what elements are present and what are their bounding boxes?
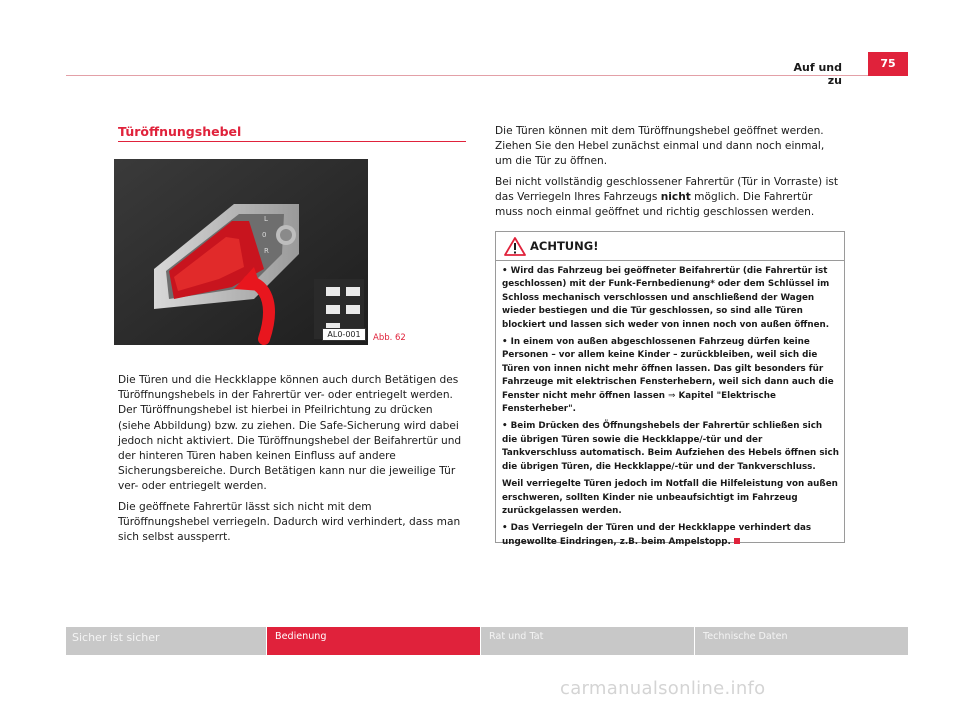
warning-item-4: Weil verriegelte Türen jedoch im Notfall die Hilfeleistung von außen erschweren, sollten Kinder nie unbeaufsichtigt im Fahrzeug zurückgelassen werden. xyxy=(502,479,838,516)
warning-body xyxy=(496,261,844,549)
tab-sicher-ist-sicher[interactable]: Sicher ist sicher xyxy=(66,627,266,655)
svg-text:L: L xyxy=(264,215,268,223)
section-title: Türöffnungshebel xyxy=(118,124,242,139)
warning-triangle-icon xyxy=(504,237,526,256)
tab-technische-daten[interactable]: Technische Daten xyxy=(695,627,908,655)
door-handle-illustration xyxy=(114,159,368,345)
warning-item-2-text: • In einem von außen abgeschlossenen Fahrzeug dürfen keine Personen – vor allem keine Kinder – zurückbleiben, weil sich die Türen von innen nicht mehr öffnen lassen. Das gilt besonders für Fahrzeuge mit elektrischen Fensterhebern, weil sich dann auch die Fenster nicht mehr öffnen lassen xyxy=(502,337,834,401)
tab-rat-und-tat[interactable]: Rat und Tat xyxy=(481,627,694,655)
warning-box xyxy=(495,231,845,547)
right-paragraph-1: Die Türen können mit dem Türöffnungshebel geöffnet werden. Ziehen Sie den Hebel zunächst einmal und dann noch einmal, um die Tür zu öffnen. xyxy=(495,125,825,168)
door-handle-figure xyxy=(114,159,368,345)
left-paragraph-1: Die Türen und die Heckklappe können auch durch Betätigen des Türöffnungshebels in der Fahrertür ver- oder entriegelt werden. Der Türöffnungshebel ist hierbei in Pfeilrichtung zu drücken (siehe Abbildung) bzw. zu ziehen. Die Safe-Sicherung wird dabei jedoch nicht aktiviert. Die Türöffnungshebel der Beifahrertür und der hinteren Türen haben keinen Einfluss auf andere Sicherungsbereiche. Durch Betätigen kann nur die jeweilige Tür ver- oder entriegelt werden. xyxy=(118,374,462,493)
watermark: carmanualsonline.info xyxy=(560,678,766,699)
page-number-box xyxy=(868,52,908,76)
warning-item-2-link: Kapitel "Elektrische Fensterheber". xyxy=(502,390,776,415)
svg-text:R: R xyxy=(264,247,269,255)
warning-title: ACHTUNG! xyxy=(530,239,599,253)
emphasis-nicht: nicht xyxy=(660,190,691,203)
right-body-text xyxy=(495,124,843,225)
running-title: Auf und zu xyxy=(793,61,842,87)
warning-header xyxy=(496,232,844,261)
figure-caption: Abb. 62 xyxy=(373,333,406,343)
left-body-text xyxy=(118,373,466,550)
warning-item-3: • Beim Drücken des Öffnungshebels der Fahrertür schließen sich die übrigen Türen sowie die Heckklappe/-tür und der Tankverschluss automatisch. Beim Aufziehen des Hebels öffnen sich die übrigen Türen, die Heckklappe/-tür und der Tankverschluss. xyxy=(502,421,839,472)
section-rule xyxy=(118,141,466,142)
page-number: 75 xyxy=(880,57,896,70)
warning-item-1: • Wird das Fahrzeug bei geöffneter Beifahrertür (die Fahrertür ist geschlossen) mit der Funk-Fernbedienung* oder dem Schlüssel im Schloss mechanisch verschlossen und anschließend der Wagen wieder bestiegen und die Tür geschlossen, so sind alle Türen blockiert und lassen sich weder von innen noch von außen öffnen. xyxy=(502,266,830,330)
svg-text:0: 0 xyxy=(262,231,267,239)
tab-bedienung[interactable]: Bedienung xyxy=(267,627,480,655)
arrow-icon: ⇒ xyxy=(668,390,676,401)
left-paragraph-2: Die geöffnete Fahrertür lässt sich nicht mit dem Türöffnungshebel verriegeln. Dadurch wird verhindert, dass man sich selbst aussperrt. xyxy=(118,500,461,544)
right-paragraph-2-end: möglich. Die Fahrertür muss noch einmal geöffnet und richtig geschlossen werden. xyxy=(495,190,815,219)
warning-item-2 xyxy=(502,336,840,416)
warning-item-5 xyxy=(502,522,840,549)
figure-code: AL0-001 xyxy=(322,328,366,341)
warning-item-5-text: • Das Verriegeln der Türen und der Heckklappe verhindert das ungewollte Eindringen, z.B. beim Ampelstopp. xyxy=(502,523,812,547)
end-marker-icon xyxy=(734,538,740,544)
right-paragraph-2 xyxy=(495,175,843,221)
right-paragraph-2-start: Bei nicht vollständig geschlossener Fahrertür (Tür in Vorraste) ist das Verriegeln Ihres Fahrzeugs xyxy=(495,175,839,203)
